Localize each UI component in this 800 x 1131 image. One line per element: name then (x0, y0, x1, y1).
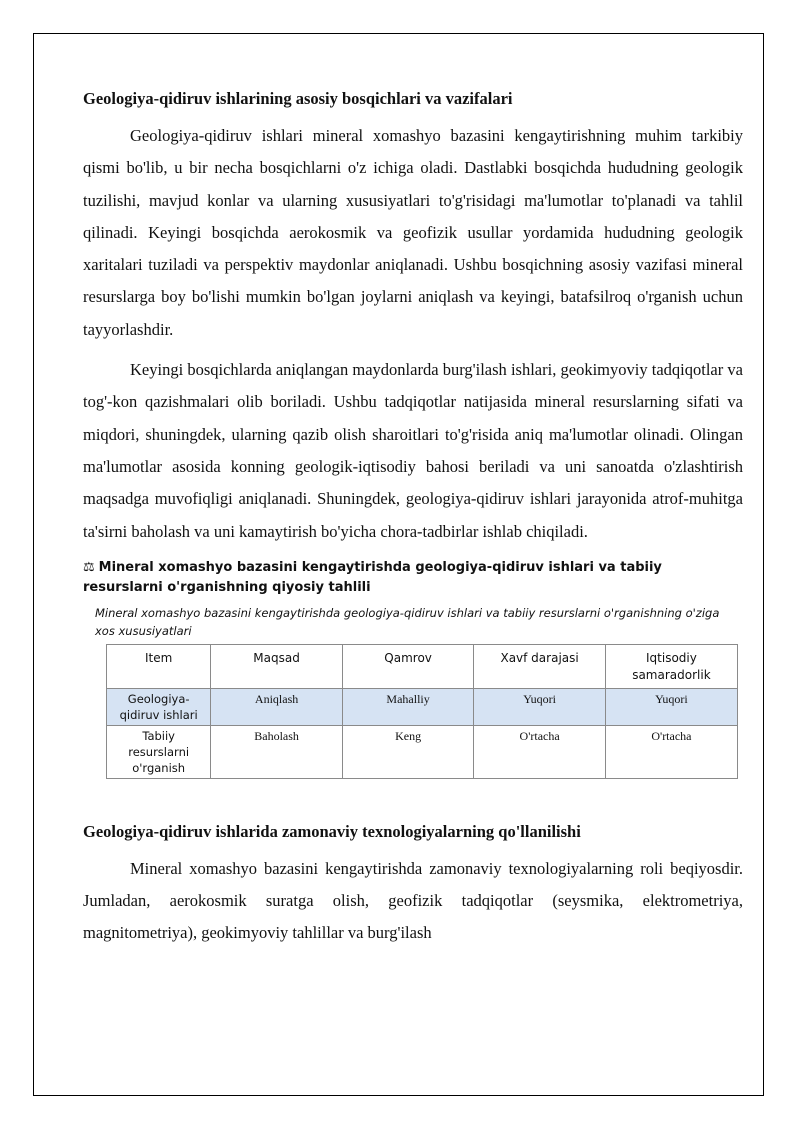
table-cell: O'rtacha (605, 725, 737, 778)
column-header-iqtisodiy-samaradorlik: Iqtisodiy samaradorlik (605, 644, 737, 688)
table-cell: Keng (342, 725, 474, 778)
row-label: Geologiya-qidiruv ishlari (107, 688, 211, 725)
table-row (107, 725, 738, 778)
comparison-table-block (83, 558, 743, 779)
table-cell: Baholash (211, 725, 343, 778)
table-header-row (107, 644, 738, 688)
table-title (83, 558, 743, 598)
column-header-item: Item (107, 644, 211, 688)
table-cell: Mahalliy (342, 688, 474, 725)
table-cell: Yuqori (605, 688, 737, 725)
table-row (107, 688, 738, 725)
section-2 (83, 819, 743, 950)
column-header-maqsad: Maqsad (211, 644, 343, 688)
table-cell: O'rtacha (474, 725, 606, 778)
table-cell: Aniqlash (211, 688, 343, 725)
section-2-heading: Geologiya-qidiruv ishlarida zamonaviy texnologiyalarning qo'llanilishi (83, 821, 581, 841)
section-1-paragraph-1: Geologiya-qidiruv ishlari mineral xomashyo bazasini kengaytirishning muhim tarkibiy qismi bo'lib, u bir necha bosqichlarni o'z ichiga oladi. Dastlabki bosqichda hududning geologik tuzilishi, mavjud konlar va ularning xususiyatlari to'g'risidagi ma'lumotlar to'planadi va tahlil qilinadi. Keyingi bosqichda aerokosmik va geofizik usullar yordamida hududning geologik xaritalari tuziladi va perspektiv maydonlar aniqlanadi. Ushbu bosqichning asosiy vazifasi mineral resurslarga boy bo'lishi mumkin bo'lgan joylarni aniqlash va keyingi, batafsilroq o'rganish uchun tayyorlashdir. (83, 126, 743, 339)
section-2-paragraph-1: Mineral xomashyo bazasini kengaytirishda zamonaviy texnologiyalarning roli beqiyosdir. Jumladan, aerokosmik suratga olish, geofizik tadqiqotlar (seysmika, elektrometriya, magnitometriya), geokimyoviy tahlillar va burg'ilash (83, 858, 743, 943)
row-label: Tabiiy resurslarni o'rganish (107, 725, 211, 778)
table-title-text: Mineral xomashyo bazasini kengaytirishda geologiya-qidiruv ishlari va tabiiy resurslarni o'rganishning qiyosiy tahlili (83, 559, 662, 595)
table-caption: Mineral xomashyo bazasini kengaytirishda geologiya-qidiruv ishlari va tabiiy resurslarni o'rganishning o'ziga xos xususiyatlari (95, 605, 720, 638)
table-cell: Yuqori (474, 688, 606, 725)
scale-icon: ⚖ (83, 559, 95, 575)
column-header-xavf-darajasi: Xavf darajasi (474, 644, 606, 688)
section-1-paragraph-2: Keyingi bosqichlarda aniqlangan maydonlarda burg'ilash ishlari, geokimyoviy tadqiqotlar va tog'-kon qazishmalari olib boriladi. Ushbu tadqiqotlar natijasida mineral resurslarning sifati va miqdori, shuningdek, ularning qazib olish sharoitlari to'g'risida aniq ma'lumotlar olinadi. Olingan ma'lumotlar asosida konning geologik-iqtisodiy bahosi beriladi va uni sanoatda o'zlashtirish maqsadga muvofiqligi aniqlanadi. Shuningdek, geologiya-qidiruv ishlari jarayonida atrof-muhitga ta'sirni baholash va uni kamaytirish bo'yicha chora-tadbirlar ishlab chiqiladi. (83, 360, 743, 541)
column-header-qamrov: Qamrov (342, 644, 474, 688)
comparison-table (106, 644, 738, 779)
section-1-heading: Geologiya-qidiruv ishlarining asosiy bosqichlari va vazifalari (83, 89, 513, 108)
document-body (83, 86, 743, 958)
